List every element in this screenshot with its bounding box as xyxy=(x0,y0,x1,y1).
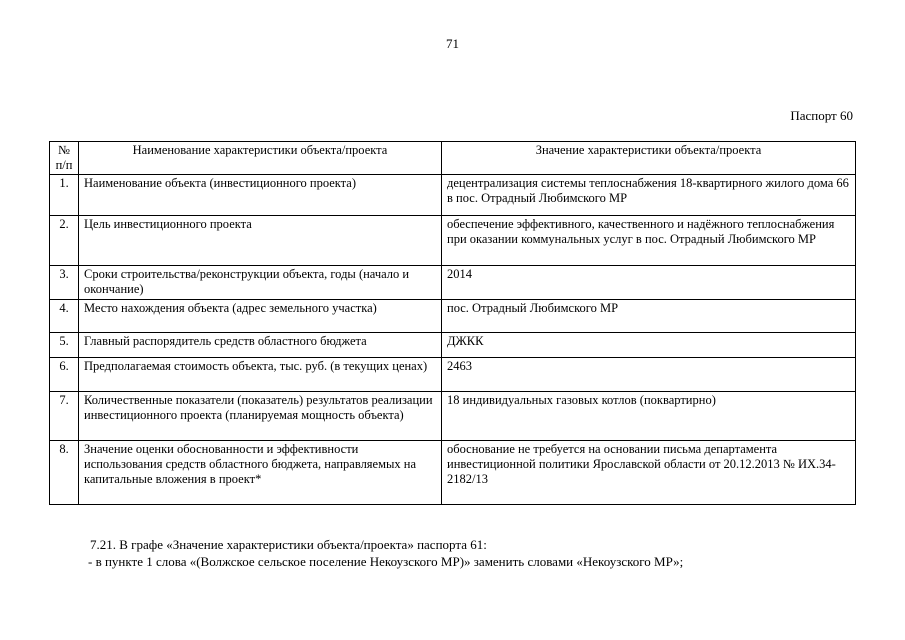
table-row xyxy=(50,333,856,358)
row-name: Значение оценки обоснованности и эффективности использования средств областного бюджета, направляемых на капитальные вложения в проект* xyxy=(79,441,442,505)
header-num: № п/п xyxy=(50,142,79,175)
row-value: обеспечение эффективного, качественного и надёжного теплоснабжения при оказании коммунальных услуг в пос. Отрадный Любимского МР xyxy=(442,216,856,266)
row-num: 3. xyxy=(50,266,79,300)
row-num: 8. xyxy=(50,441,79,505)
table-row xyxy=(50,300,856,333)
amendment-line-2: - в пункте 1 слова «(Волжское сельское поселение Некоузского МР)» заменить словами «Некоузского МР»; xyxy=(88,554,684,569)
row-value: 18 индивидуальных газовых котлов (поквартирно) xyxy=(442,392,856,441)
row-value: ДЖКК xyxy=(442,333,856,358)
row-name: Главный распорядитель средств областного бюджета xyxy=(79,333,442,358)
row-value: обоснование не требуется на основании письма департамента инвестиционной политики Ярославской области от 20.12.2013 № ИХ.34-2182/13 xyxy=(442,441,856,505)
row-value: 2463 xyxy=(442,358,856,392)
row-name: Предполагаемая стоимость объекта, тыс. руб. (в текущих ценах) xyxy=(79,358,442,392)
row-name: Наименование объекта (инвестиционного проекта) xyxy=(79,175,442,216)
table-row xyxy=(50,175,856,216)
table-row xyxy=(50,358,856,392)
table-row xyxy=(50,441,856,505)
amendment-text xyxy=(90,536,870,570)
row-name: Цель инвестиционного проекта xyxy=(79,216,442,266)
header-name: Наименование характеристики объекта/проекта xyxy=(79,142,442,175)
passport-table xyxy=(49,141,856,505)
row-num: 4. xyxy=(50,300,79,333)
row-name: Сроки строительства/реконструкции объекта, годы (начало и окончание) xyxy=(79,266,442,300)
table-row xyxy=(50,392,856,441)
row-num: 5. xyxy=(50,333,79,358)
amendment-line-1: 7.21. В графе «Значение характеристики объекта/проекта» паспорта 61: xyxy=(90,537,487,552)
row-num: 1. xyxy=(50,175,79,216)
row-num: 7. xyxy=(50,392,79,441)
table-row xyxy=(50,266,856,300)
page-number: 71 xyxy=(446,36,459,51)
row-value: децентрализация системы теплоснабжения 18-квартирного жилого дома 66 в пос. Отрадный Любимского МР xyxy=(442,175,856,216)
row-value: пос. Отрадный Любимского МР xyxy=(442,300,856,333)
row-name: Количественные показатели (показатель) результатов реализации инвестиционного проекта (планируемая мощность объекта) xyxy=(79,392,442,441)
passport-label: Паспорт 60 xyxy=(790,108,853,123)
table-row xyxy=(50,216,856,266)
row-name: Место нахождения объекта (адрес земельного участка) xyxy=(79,300,442,333)
row-num: 2. xyxy=(50,216,79,266)
row-num: 6. xyxy=(50,358,79,392)
table-header-row xyxy=(50,142,856,175)
row-value: 2014 xyxy=(442,266,856,300)
header-value: Значение характеристики объекта/проекта xyxy=(442,142,856,175)
